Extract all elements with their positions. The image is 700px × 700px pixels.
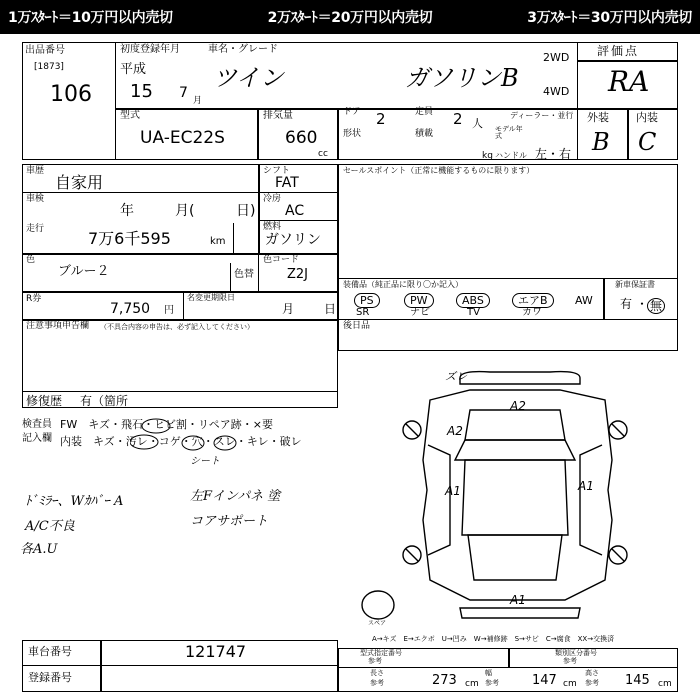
notes-label: 注意事項申告欄 bbox=[26, 321, 90, 331]
mark-rear: A1 bbox=[510, 593, 526, 607]
type-designation-label: 型式指定番号 bbox=[360, 649, 402, 657]
wheel-mark bbox=[612, 424, 624, 436]
inspection-label: 車検 bbox=[26, 194, 45, 204]
divider bbox=[230, 263, 231, 291]
circle-mark bbox=[182, 436, 204, 450]
color-label: 色 bbox=[26, 255, 36, 265]
interior-value: C bbox=[638, 128, 657, 156]
divider bbox=[22, 391, 338, 392]
equipment-pw: PW bbox=[404, 293, 434, 308]
divider bbox=[627, 108, 629, 160]
exterior-label: 外装 bbox=[587, 111, 609, 124]
divider bbox=[338, 667, 678, 668]
cabin-shape bbox=[462, 460, 568, 535]
notes-sublabel: （不具合内容の申告は、必ず記入してください） bbox=[100, 323, 254, 331]
capacity-label: 定員 bbox=[415, 107, 434, 117]
class-number-label: 類別区分番号 bbox=[555, 649, 597, 657]
height-unit: cm bbox=[658, 679, 672, 689]
fuel-value: ガソリン bbox=[265, 232, 321, 248]
divider bbox=[258, 192, 338, 193]
handwritten-note-5: コアサポート bbox=[190, 514, 269, 529]
handwritten-note-3: 各A.U bbox=[20, 542, 58, 557]
equipment-navi: ナビ bbox=[410, 307, 430, 318]
drive-2wd: 2WD bbox=[543, 51, 570, 64]
equipment-ps: PS bbox=[354, 293, 380, 308]
right-door-shape bbox=[580, 445, 602, 555]
plate-label: 登録番号 bbox=[28, 671, 72, 684]
model-year-label: モデル年式 bbox=[495, 125, 523, 140]
handle-value: 左・右 bbox=[535, 147, 572, 161]
equipment-airbag: エアB bbox=[512, 293, 554, 308]
drive-4wd: 4WD bbox=[543, 85, 570, 98]
car-damage-diagram bbox=[350, 360, 680, 638]
banner-item-1: 1万ｽﾀｰﾄ＝10万円以内売切 bbox=[8, 10, 173, 26]
height-value: 145 bbox=[625, 673, 650, 688]
circle-mark bbox=[130, 435, 158, 449]
left-door-shape bbox=[428, 445, 450, 555]
inspector-row-2: 内装 キズ・汚レ・コゲ・穴・スレ・キレ・破レ bbox=[60, 435, 302, 448]
registration-month: 7 bbox=[179, 85, 188, 101]
registration-year: 15 bbox=[130, 81, 153, 102]
ac-value: AC bbox=[285, 203, 305, 219]
rear-shape bbox=[468, 535, 562, 580]
length-ref: 参考 bbox=[370, 679, 384, 687]
divider bbox=[183, 291, 184, 319]
name-change-month: 月 bbox=[282, 302, 295, 316]
warranty-no: 無 bbox=[647, 298, 665, 314]
equipment-leather: カワ bbox=[522, 307, 542, 318]
front-bumper-shape bbox=[460, 372, 580, 384]
exterior-value: B bbox=[592, 128, 610, 156]
class-number-ref: 参考 bbox=[563, 657, 577, 665]
load-kg: kg bbox=[482, 151, 493, 161]
recycle-value: 7,750 bbox=[110, 301, 151, 317]
chassis-value: 121747 bbox=[185, 642, 247, 661]
model-grade: ガソリンB bbox=[405, 64, 519, 92]
color-value: ブルー２ bbox=[58, 264, 110, 279]
circle-mark bbox=[214, 436, 236, 450]
rating-label: 評価点 bbox=[597, 44, 640, 58]
mark-hood: A2 bbox=[510, 399, 526, 413]
mark-left-door: A1 bbox=[445, 484, 461, 498]
doors-value: 2 bbox=[376, 110, 386, 128]
divider bbox=[603, 278, 605, 320]
warranty-label: 新車保証書 bbox=[615, 280, 655, 289]
lot-number: 106 bbox=[50, 82, 92, 107]
length-label: 長さ bbox=[370, 669, 384, 677]
model-name-label: 車名・グレード bbox=[208, 44, 278, 55]
mileage-label: 走行 bbox=[26, 224, 45, 234]
divider bbox=[337, 108, 339, 160]
shift-value: FAT bbox=[275, 175, 299, 191]
load-label: 積載 bbox=[415, 129, 434, 139]
chassis-label: 車台番号 bbox=[28, 645, 72, 658]
rear-bumper-shape bbox=[460, 608, 580, 618]
divider bbox=[577, 60, 678, 62]
width-ref: 参考 bbox=[485, 679, 499, 687]
divider bbox=[508, 648, 510, 667]
registration-month-unit: 月 bbox=[193, 96, 203, 106]
lot-label: 出品番号 bbox=[25, 45, 65, 56]
equipment-abs: ABS bbox=[456, 293, 490, 308]
type-designation-ref: 参考 bbox=[368, 657, 382, 665]
handwritten-note-4: 左Fインパネ 塗 bbox=[190, 489, 281, 504]
width-label: 幅 bbox=[485, 669, 492, 677]
divider bbox=[22, 192, 258, 193]
equipment-label: 装備品（純正品に限り〇か記入） bbox=[343, 280, 463, 289]
spare-tire-icon bbox=[362, 591, 394, 619]
repair-history-value: 有（箇所 bbox=[80, 394, 129, 408]
rear-items-box bbox=[338, 319, 678, 351]
displacement-label: 排気量 bbox=[263, 110, 293, 121]
displacement-unit: cc bbox=[318, 149, 328, 159]
inspector-circles bbox=[130, 414, 330, 454]
windshield-shape bbox=[455, 440, 575, 460]
handle-label: ハンドル bbox=[495, 151, 527, 160]
capacity-unit: 人 bbox=[472, 117, 483, 130]
inspection-month: 月( bbox=[175, 203, 195, 219]
recycle-label: R券 bbox=[26, 294, 42, 304]
usage-label: 車歴 bbox=[26, 166, 45, 176]
inspection-day: 日) bbox=[236, 203, 256, 219]
hood-shape bbox=[465, 410, 565, 440]
spare-label: スペア bbox=[368, 620, 387, 627]
banner-item-2: 2万ｽﾀｰﾄ＝20万円以内売切 bbox=[267, 10, 433, 26]
equipment-tv: TV bbox=[467, 307, 480, 318]
lot-code: [1873] bbox=[34, 62, 64, 72]
banner-item-3: 3万ｽﾀｰﾄ＝30万円以内売切 bbox=[527, 10, 692, 26]
width-unit: cm bbox=[563, 679, 577, 689]
name-change-day: 日 bbox=[324, 302, 337, 316]
sales-point-label: セールスポイント（正常に機能するものに限ります） bbox=[343, 166, 535, 175]
warranty-separator: ・ bbox=[636, 297, 649, 311]
color-change-label: 色替 bbox=[234, 269, 254, 280]
length-value: 273 bbox=[432, 673, 457, 688]
rear-items-label: 後日品 bbox=[343, 321, 371, 331]
width-value: 147 bbox=[532, 673, 557, 688]
registration-era: 平成 bbox=[120, 62, 147, 77]
seat-note: シート bbox=[190, 456, 220, 467]
mark-right-door: A1 bbox=[578, 479, 594, 493]
inspector-row-1: FW キズ・飛石・ヒビ割・リペア跡・×要 bbox=[60, 418, 273, 431]
header-banner bbox=[0, 0, 700, 34]
height-ref: 参考 bbox=[585, 679, 599, 687]
divider bbox=[257, 108, 259, 160]
divider bbox=[258, 253, 259, 291]
details-box bbox=[22, 164, 338, 408]
warranty-yes: 有 bbox=[620, 297, 633, 311]
type-value: UA-EC22S bbox=[140, 128, 225, 148]
name-change-label: 名変更期限日 bbox=[187, 293, 235, 302]
doors-label: ドア bbox=[343, 107, 361, 117]
circle-mark bbox=[142, 419, 170, 433]
height-label: 高さ bbox=[585, 669, 599, 677]
shift-label: シフト bbox=[263, 166, 291, 176]
equipment-aw: AW bbox=[575, 294, 593, 307]
fuel-label: 燃料 bbox=[263, 222, 282, 232]
handwritten-note-2: A/C不良 bbox=[25, 519, 75, 534]
recycle-unit: 円 bbox=[164, 305, 174, 316]
sales-point-box bbox=[338, 164, 678, 279]
mark-left-fender: A2 bbox=[447, 424, 463, 438]
shape-label: 形状 bbox=[343, 129, 362, 139]
inspector-label-2: 記入欄 bbox=[22, 433, 52, 444]
inspection-year: 年 bbox=[120, 203, 134, 219]
interior-label: 内装 bbox=[636, 111, 658, 124]
registration-label: 初度登録年月 bbox=[120, 44, 180, 55]
usage-value: 自家用 bbox=[55, 173, 104, 192]
rating-value: RA bbox=[608, 65, 650, 98]
wheel-mark bbox=[406, 549, 418, 561]
color-code-label: 色コード bbox=[263, 255, 300, 265]
divider bbox=[258, 220, 338, 221]
capacity-value: 2 bbox=[453, 110, 463, 128]
mark-front: ズレ bbox=[445, 370, 467, 383]
color-code-value: Z2J bbox=[287, 267, 309, 282]
wheel-mark bbox=[612, 549, 624, 561]
mileage-unit: km bbox=[210, 236, 226, 247]
repair-history-label: 修復歴 bbox=[26, 394, 63, 408]
ac-label: 冷房 bbox=[263, 194, 282, 204]
wheel-mark bbox=[406, 424, 418, 436]
divider bbox=[258, 164, 260, 253]
handwritten-note-1: ﾄﾞﾐﾗｰ、Wｶﾊﾞｰ A bbox=[25, 494, 124, 509]
type-label: 型式 bbox=[120, 110, 140, 121]
length-unit: cm bbox=[465, 679, 479, 689]
equipment-sr: SR bbox=[356, 307, 370, 318]
model-name: ツイン bbox=[213, 64, 284, 92]
inspector-label-1: 検査員 bbox=[22, 419, 52, 430]
displacement-value: 660 bbox=[285, 128, 318, 148]
divider bbox=[233, 223, 234, 253]
mileage-value: 7万6千595 bbox=[88, 229, 171, 248]
divider bbox=[22, 291, 338, 293]
damage-legend: A→キズ E→エクボ U→凹み W→補修跡 S→サビ C→腐食 XX→交換済 bbox=[372, 635, 615, 643]
dealer-label: ディーラー・並行 bbox=[510, 111, 574, 120]
